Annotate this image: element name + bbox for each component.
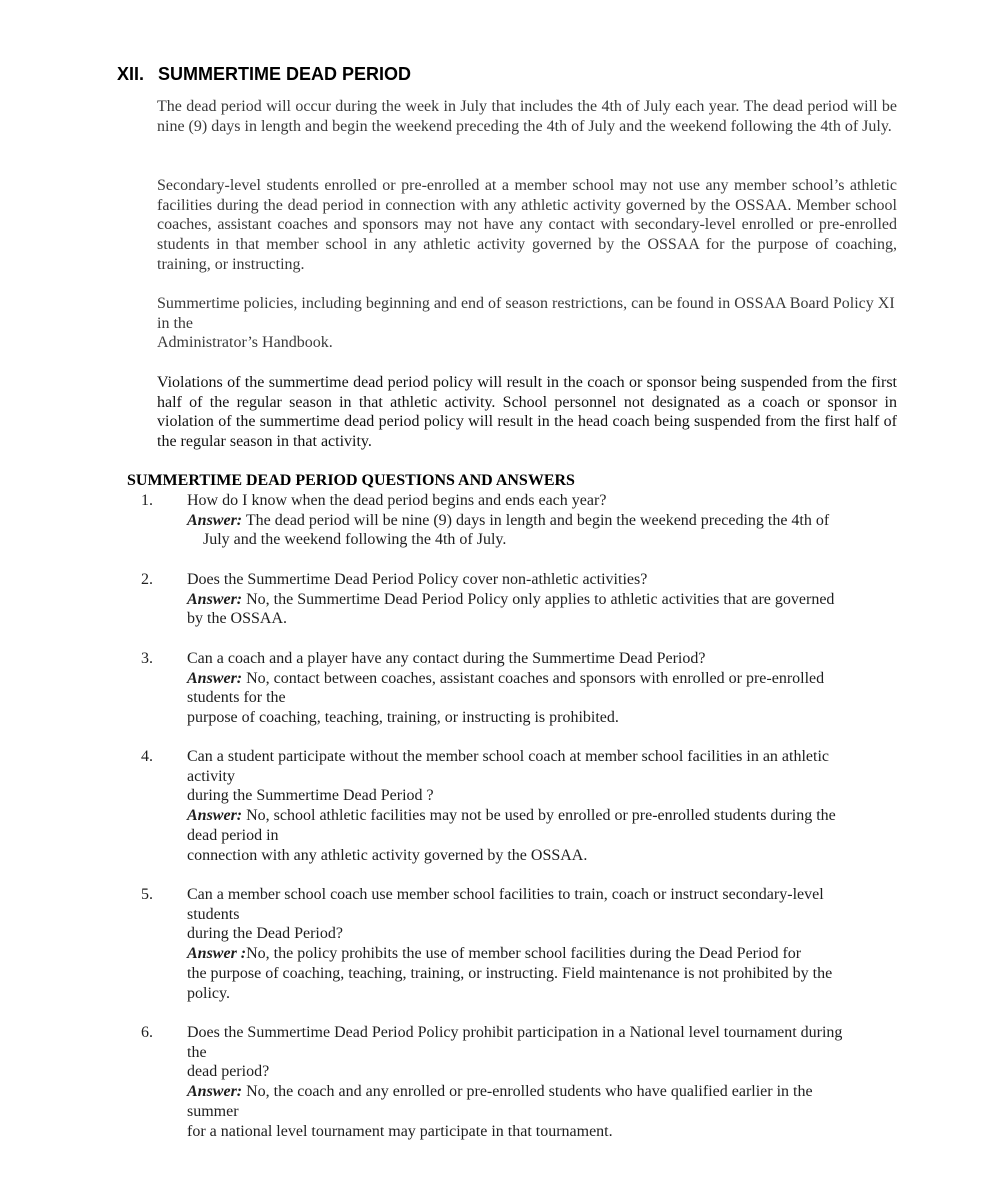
paragraph-summertime-policies [157, 294, 897, 353]
qa-item-number: 4. [141, 748, 153, 765]
answer-text: No, the coach and any enrolled or pre-enrolled students who have qualified earlier in the [242, 1083, 813, 1101]
qa-heading: SUMMERTIME DEAD PERIOD QUESTIONS AND ANSWERS [127, 472, 575, 489]
question-text: How do I know when the dead period begins and ends each year? [187, 492, 607, 509]
answer-text: students for the [187, 689, 286, 707]
question-text: Does the Summertime Dead Period Policy prohibit participation in a National level tournament during [187, 1024, 843, 1041]
answer-label: Answer: [187, 590, 243, 608]
answer-label: Answer: [187, 669, 243, 687]
answer-text: No, the Summertime Dead Period Policy only applies to athletic activities that are governed [242, 590, 835, 608]
section-heading [117, 62, 411, 86]
paragraph-dead-period-timing: The dead period will occur during the week in July that includes the 4th of July each year. The dead period will be nine (9) days in length and begin the weekend preceding the 4th of July and the weekend following the 4th of July. [157, 98, 897, 135]
paragraph-summertime-policies-line: Administrator’s Handbook. [157, 334, 333, 352]
qa-item-number: 2. [141, 571, 153, 588]
qa-item-number: 5. [141, 886, 153, 903]
answer-text: summer [187, 1102, 239, 1120]
answer-line [187, 1082, 887, 1102]
section-number: XII. [117, 64, 145, 84]
paragraph-facility-restrictions: Secondary-level students enrolled or pre-enrolled at a member school may not use any member school’s athletic facilities during the dead period in connection with any athletic activity governed by the OSSAA. Member school coaches, assistant coaches and sponsors may not have any contact with secondary-level enrolled or pre-enrolled students in that member school in any athletic activity governed by the OSSAA for the purpose of coaching, training, or instructing. [157, 177, 897, 273]
question-text: during the Summertime Dead Period ? [187, 787, 434, 805]
answer-label: Answer: [187, 807, 243, 825]
question-text: Can a member school coach use member school facilities to train, coach or instruct secondary-level [187, 886, 824, 903]
answer-text: policy. [187, 984, 230, 1002]
answer-label: Answer: [187, 511, 243, 529]
answer-text: connection with any athletic activity governed by the OSSAA. [187, 846, 588, 864]
answer-text: The dead period will be nine (9) days in length and begin the weekend preceding the 4th of [242, 511, 830, 529]
question-text: Does the Summertime Dead Period Policy cover non-athletic activities? [187, 571, 648, 588]
paragraph-summertime-policies-line: Summertime policies, including beginning and end of season restrictions, can be found in OSSAA Board Policy XI in the [157, 295, 895, 332]
answer-text: July and the weekend following the 4th of July. [203, 531, 507, 549]
paragraph-violations: Violations of the summertime dead period policy will result in the coach or sponsor being suspended from the first half of the regular season in that athletic activity. School personnel not designated as a coach or sponsor in violation of the summertime dead period policy will result in the head coach being suspended from the first half of the regular season in that activity. [157, 374, 897, 451]
answer-line [187, 511, 887, 531]
answer-line [187, 944, 887, 964]
question-text: the [187, 1043, 207, 1061]
qa-item-number: 3. [141, 650, 153, 667]
question-text: dead period? [187, 1063, 270, 1081]
answer-text: the purpose of coaching, teaching, training, or instructing. Field maintenance is not prohibited by the [187, 964, 833, 982]
question-text: students [187, 905, 240, 923]
answer-text: No, contact between coaches, assistant coaches and sponsors with enrolled or pre-enrolled [242, 669, 825, 687]
answer-text: by the OSSAA. [187, 610, 288, 628]
answer-line [187, 590, 887, 610]
answer-label: Answer : [187, 945, 247, 963]
section-title: SUMMERTIME DEAD PERIOD [158, 64, 412, 84]
answer-line [187, 806, 887, 826]
question-text: activity [187, 767, 235, 785]
answer-text: No, the policy prohibits the use of member school facilities during the Dead Period for [246, 945, 802, 963]
answer-text: for a national level tournament may participate in that tournament. [187, 1122, 613, 1140]
answer-label: Answer: [187, 1083, 243, 1101]
question-text: Can a coach and a player have any contact during the Summertime Dead Period? [187, 650, 706, 667]
answer-line [187, 669, 887, 689]
question-text: during the Dead Period? [187, 925, 343, 943]
qa-item-number: 6. [141, 1024, 153, 1041]
answer-text: No, school athletic facilities may not be used by enrolled or pre-enrolled students during the [242, 807, 836, 825]
qa-item-number: 1. [141, 492, 153, 509]
answer-text: purpose of coaching, teaching, training, or instructing is prohibited. [187, 709, 619, 727]
question-text: Can a student participate without the member school coach at member school facilities in an athletic [187, 748, 830, 765]
answer-text: dead period in [187, 826, 279, 844]
